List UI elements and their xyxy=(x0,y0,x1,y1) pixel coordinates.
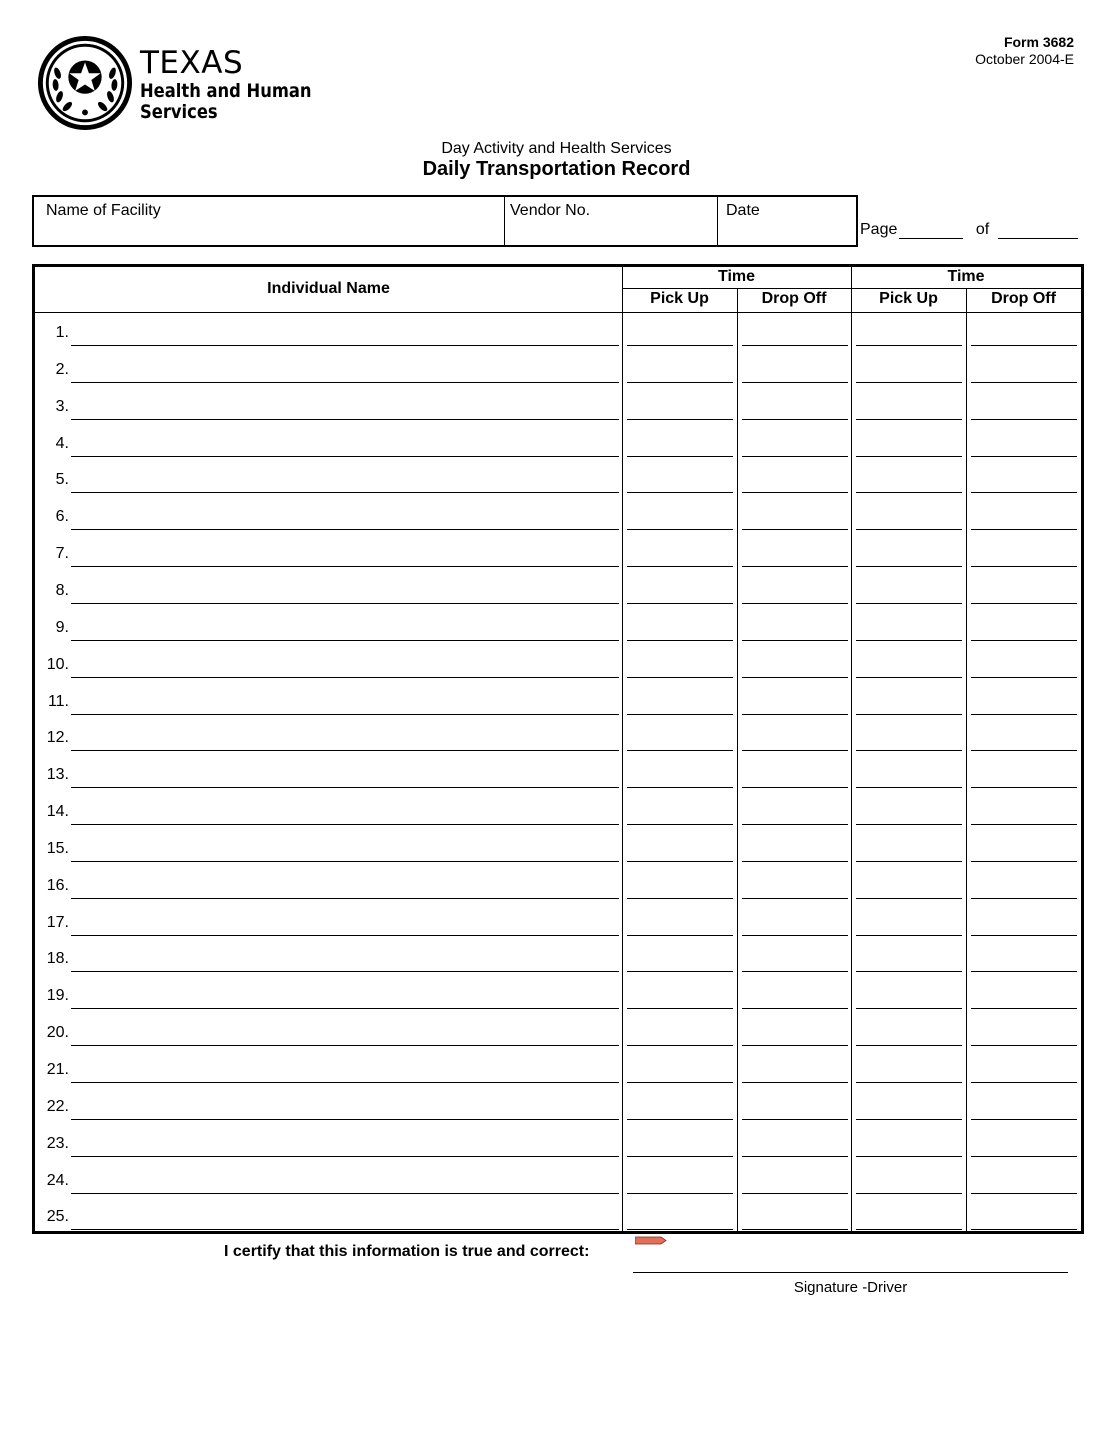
pickup-time-field-2[interactable] xyxy=(856,971,962,972)
row-number: 21. xyxy=(46,1061,69,1078)
total-pages-field[interactable] xyxy=(998,220,1078,239)
dropoff-time-field-1[interactable] xyxy=(742,1156,848,1157)
dropoff-time-field-2[interactable] xyxy=(971,1119,1077,1120)
individual-name-field[interactable] xyxy=(71,1008,619,1009)
dropoff-time-field-2[interactable] xyxy=(971,640,1077,641)
form-date: October 2004-E xyxy=(975,51,1074,67)
dropoff-time-field-2[interactable] xyxy=(971,1229,1077,1230)
individual-name-field[interactable] xyxy=(71,1082,619,1083)
row-number: 12. xyxy=(46,729,69,746)
row-number: 15. xyxy=(46,840,69,857)
date-field[interactable] xyxy=(718,197,856,245)
row-number: 7. xyxy=(55,545,69,562)
dropoff-time-field-2[interactable] xyxy=(971,861,1077,862)
dropoff-time-field-2[interactable] xyxy=(971,1156,1077,1157)
pickup-time-field-1[interactable] xyxy=(627,750,733,751)
pickup-time-field-1[interactable] xyxy=(627,1082,733,1083)
divider xyxy=(737,289,738,1231)
row-number: 9. xyxy=(55,619,69,636)
pickup-time-field-1[interactable] xyxy=(627,714,733,715)
divider xyxy=(851,267,852,1231)
dropoff-time-field-1[interactable] xyxy=(742,824,848,825)
pickup-time-field-2[interactable] xyxy=(856,1119,962,1120)
page-count xyxy=(860,220,1078,239)
individual-name-field[interactable] xyxy=(71,971,619,972)
pickup-time-field-2[interactable] xyxy=(856,1008,962,1009)
form-id-block xyxy=(975,34,1074,68)
vendor-number-label: Vendor No. xyxy=(510,202,591,219)
dropoff-time-field-1[interactable] xyxy=(742,492,848,493)
individual-name-field[interactable] xyxy=(71,566,619,567)
pickup-time-field-2[interactable] xyxy=(856,935,962,936)
dropoff-time-field-2[interactable] xyxy=(971,382,1077,383)
individual-name-field[interactable] xyxy=(71,345,619,346)
dropoff-time-field-2[interactable] xyxy=(971,971,1077,972)
pickup-time-field-1[interactable] xyxy=(627,1119,733,1120)
individual-name-field[interactable] xyxy=(71,529,619,530)
brand-texas: TEXAS xyxy=(140,45,244,81)
individual-name-field[interactable] xyxy=(71,1045,619,1046)
dropoff-time-field-1[interactable] xyxy=(742,787,848,788)
individual-name-field[interactable] xyxy=(71,456,619,457)
individual-name-field[interactable] xyxy=(71,935,619,936)
dropoff-time-field-2[interactable] xyxy=(971,566,1077,567)
pickup-time-field-1[interactable] xyxy=(627,1229,733,1230)
brand-line-2: Services xyxy=(140,101,218,123)
pickup-time-field-2[interactable] xyxy=(856,456,962,457)
dropoff-header-1: Drop Off xyxy=(761,290,827,307)
form-number: Form 3682 xyxy=(1003,34,1074,50)
individual-name-field[interactable] xyxy=(71,861,619,862)
pickup-time-field-2[interactable] xyxy=(856,492,962,493)
individual-name-field[interactable] xyxy=(71,1119,619,1120)
dropoff-time-field-1[interactable] xyxy=(742,456,848,457)
pickup-time-field-1[interactable] xyxy=(627,640,733,641)
individual-name-field[interactable] xyxy=(71,640,619,641)
row-number: 5. xyxy=(55,471,69,488)
pickup-time-field-1[interactable] xyxy=(627,971,733,972)
driver-signature-field[interactable] xyxy=(633,1272,1068,1273)
transport-table xyxy=(32,264,1084,1234)
pickup-time-field-1[interactable] xyxy=(627,345,733,346)
pickup-time-field-1[interactable] xyxy=(627,1193,733,1194)
row-number: 14. xyxy=(46,803,69,820)
dropoff-time-field-2[interactable] xyxy=(971,898,1077,899)
dropoff-time-field-2[interactable] xyxy=(971,456,1077,457)
dropoff-time-field-1[interactable] xyxy=(742,1119,848,1120)
dropoff-time-field-2[interactable] xyxy=(971,529,1077,530)
pickup-time-field-1[interactable] xyxy=(627,935,733,936)
row-number: 23. xyxy=(46,1135,69,1152)
row-number: 3. xyxy=(55,398,69,415)
pickup-time-field-1[interactable] xyxy=(627,861,733,862)
vendor-number-field[interactable] xyxy=(505,197,717,245)
individual-name-field[interactable] xyxy=(71,677,619,678)
pickup-time-field-2[interactable] xyxy=(856,566,962,567)
pickup-time-field-2[interactable] xyxy=(856,1045,962,1046)
pickup-time-field-2[interactable] xyxy=(856,1229,962,1230)
dropoff-time-field-2[interactable] xyxy=(971,492,1077,493)
dropoff-time-field-1[interactable] xyxy=(742,861,848,862)
row-number: 4. xyxy=(55,435,69,452)
facility-info-box xyxy=(32,195,858,247)
pickup-time-field-1[interactable] xyxy=(627,529,733,530)
pickup-time-field-2[interactable] xyxy=(856,1082,962,1083)
dropoff-time-field-2[interactable] xyxy=(971,935,1077,936)
individual-name-field[interactable] xyxy=(71,787,619,788)
pickup-time-field-1[interactable] xyxy=(627,382,733,383)
individual-name-field[interactable] xyxy=(71,1193,619,1194)
dropoff-time-field-1[interactable] xyxy=(742,603,848,604)
row-number: 8. xyxy=(55,582,69,599)
divider xyxy=(622,288,1081,289)
divider xyxy=(966,289,967,1231)
pickup-time-field-1[interactable] xyxy=(627,566,733,567)
dropoff-time-field-1[interactable] xyxy=(742,419,848,420)
individual-name-header: Individual Name xyxy=(267,280,390,297)
dropoff-time-field-2[interactable] xyxy=(971,677,1077,678)
row-number: 10. xyxy=(46,656,69,673)
row-number: 13. xyxy=(46,766,69,783)
dropoff-header-2: Drop Off xyxy=(991,290,1056,307)
time-header-2: Time xyxy=(947,268,985,285)
row-number: 16. xyxy=(46,877,69,894)
signature-tag-icon xyxy=(635,1236,667,1245)
pickup-time-field-2[interactable] xyxy=(856,603,962,604)
individual-name-field[interactable] xyxy=(71,898,619,899)
pickup-time-field-1[interactable] xyxy=(627,1156,733,1157)
individual-name-field[interactable] xyxy=(71,824,619,825)
pickup-time-field-2[interactable] xyxy=(856,419,962,420)
dropoff-time-field-1[interactable] xyxy=(742,935,848,936)
dropoff-time-field-2[interactable] xyxy=(971,1082,1077,1083)
facility-name-field[interactable] xyxy=(34,197,504,245)
individual-name-field[interactable] xyxy=(71,382,619,383)
pickup-time-field-2[interactable] xyxy=(856,787,962,788)
row-number: 24. xyxy=(46,1172,69,1189)
page-number-field[interactable] xyxy=(899,220,963,239)
individual-name-field[interactable] xyxy=(71,1156,619,1157)
individual-name-field[interactable] xyxy=(71,603,619,604)
individual-name-field[interactable] xyxy=(71,419,619,420)
pickup-time-field-1[interactable] xyxy=(627,456,733,457)
dropoff-time-field-1[interactable] xyxy=(742,1045,848,1046)
dropoff-time-field-1[interactable] xyxy=(742,750,848,751)
row-number: 17. xyxy=(46,914,69,931)
dropoff-time-field-1[interactable] xyxy=(742,1008,848,1009)
pickup-time-field-1[interactable] xyxy=(627,677,733,678)
dropoff-time-field-1[interactable] xyxy=(742,1082,848,1083)
pickup-time-field-2[interactable] xyxy=(856,861,962,862)
row-number: 18. xyxy=(46,950,69,967)
dropoff-time-field-2[interactable] xyxy=(971,1045,1077,1046)
pickup-time-field-1[interactable] xyxy=(627,492,733,493)
pickup-time-field-2[interactable] xyxy=(856,345,962,346)
pickup-time-field-1[interactable] xyxy=(627,824,733,825)
pickup-time-field-2[interactable] xyxy=(856,1156,962,1157)
dropoff-time-field-1[interactable] xyxy=(742,714,848,715)
dropoff-time-field-1[interactable] xyxy=(742,566,848,567)
dropoff-time-field-2[interactable] xyxy=(971,750,1077,751)
brand-line-1: Health and Human xyxy=(140,80,312,102)
page-label: Page xyxy=(860,221,898,238)
pickup-time-field-2[interactable] xyxy=(856,382,962,383)
dropoff-time-field-2[interactable] xyxy=(971,345,1077,346)
dropoff-time-field-2[interactable] xyxy=(971,824,1077,825)
dropoff-time-field-1[interactable] xyxy=(742,529,848,530)
pickup-time-field-1[interactable] xyxy=(627,419,733,420)
pickup-header-2: Pick Up xyxy=(879,290,938,307)
certification-statement: I certify that this information is true and correct: xyxy=(224,1243,590,1260)
row-number: 6. xyxy=(55,508,69,525)
dropoff-time-field-1[interactable] xyxy=(742,971,848,972)
pickup-time-field-2[interactable] xyxy=(856,898,962,899)
pickup-time-field-2[interactable] xyxy=(856,529,962,530)
dropoff-time-field-1[interactable] xyxy=(742,1229,848,1230)
divider xyxy=(35,312,1081,313)
individual-name-field[interactable] xyxy=(71,750,619,751)
texas-seal-logo xyxy=(36,34,134,132)
individual-name-field[interactable] xyxy=(71,1229,619,1230)
dropoff-time-field-2[interactable] xyxy=(971,787,1077,788)
row-number: 20. xyxy=(46,1024,69,1041)
dropoff-time-field-1[interactable] xyxy=(742,1193,848,1194)
pickup-time-field-2[interactable] xyxy=(856,824,962,825)
pickup-time-field-2[interactable] xyxy=(856,677,962,678)
individual-name-field[interactable] xyxy=(71,714,619,715)
pickup-time-field-2[interactable] xyxy=(856,1193,962,1194)
row-number: 22. xyxy=(46,1098,69,1115)
agency-name xyxy=(140,45,339,123)
row-number: 11. xyxy=(47,693,69,710)
individual-name-field[interactable] xyxy=(71,492,619,493)
row-number: 2. xyxy=(55,361,69,378)
dropoff-time-field-1[interactable] xyxy=(742,345,848,346)
page-subtitle: Day Activity and Health Services xyxy=(441,140,672,157)
row-number: 19. xyxy=(46,987,69,1004)
row-number: 25. xyxy=(46,1208,69,1225)
pickup-header-1: Pick Up xyxy=(650,290,709,307)
signature-label: Signature -Driver xyxy=(793,1279,908,1296)
row-number: 1. xyxy=(55,324,69,341)
dropoff-time-field-1[interactable] xyxy=(742,382,848,383)
dropoff-time-field-1[interactable] xyxy=(742,677,848,678)
of-label: of xyxy=(975,221,990,238)
dropoff-time-field-2[interactable] xyxy=(971,714,1077,715)
pickup-time-field-2[interactable] xyxy=(856,640,962,641)
date-label: Date xyxy=(726,202,760,219)
pickup-time-field-1[interactable] xyxy=(627,787,733,788)
dropoff-time-field-2[interactable] xyxy=(971,1008,1077,1009)
facility-name-label: Name of Facility xyxy=(46,202,161,219)
dropoff-time-field-1[interactable] xyxy=(742,640,848,641)
dropoff-time-field-1[interactable] xyxy=(742,898,848,899)
dropoff-time-field-2[interactable] xyxy=(971,603,1077,604)
pickup-time-field-1[interactable] xyxy=(627,1008,733,1009)
pickup-time-field-1[interactable] xyxy=(627,1045,733,1046)
divider xyxy=(622,267,623,1231)
time-header-1: Time xyxy=(717,268,756,285)
pickup-time-field-2[interactable] xyxy=(856,714,962,715)
dropoff-time-field-2[interactable] xyxy=(971,419,1077,420)
dropoff-time-field-2[interactable] xyxy=(971,1193,1077,1194)
page-title: Daily Transportation Record xyxy=(422,158,691,180)
pickup-time-field-2[interactable] xyxy=(856,750,962,751)
pickup-time-field-1[interactable] xyxy=(627,898,733,899)
pickup-time-field-1[interactable] xyxy=(627,603,733,604)
